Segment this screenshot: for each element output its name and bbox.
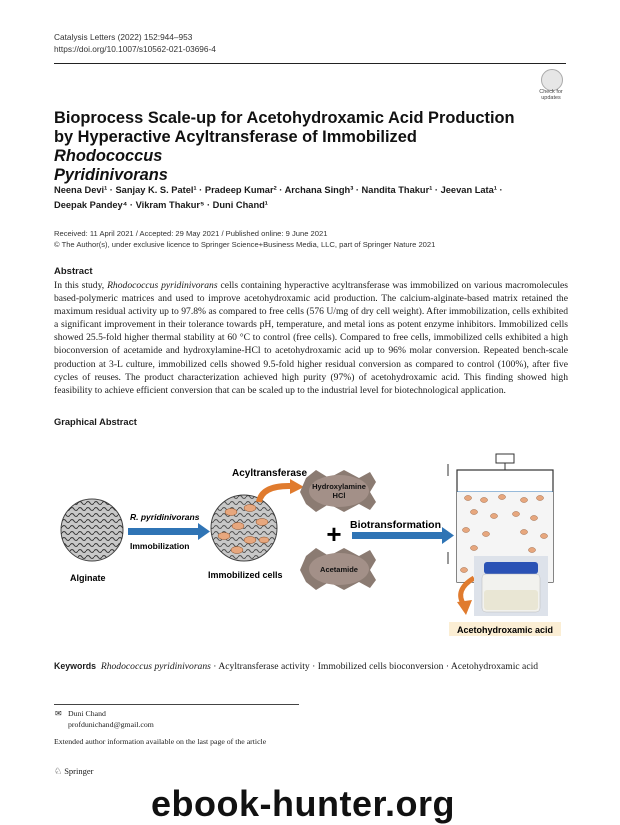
article-dates [54,228,435,250]
immobilization-arrow [128,523,210,540]
graphical-abstract-figure [54,440,566,645]
author-list [54,183,566,213]
immobilization-label: Immobilization [130,541,190,551]
article-title [54,109,524,185]
abstract-heading: Abstract [54,266,93,277]
hydroxylamine-label: Hydroxylamine [312,482,366,491]
journal-header [54,31,216,55]
acyltransferase-label: Acyltransferase [232,468,308,479]
envelope-icon: ✉ [55,709,62,718]
hcl-label: HCl [332,491,346,500]
species-label: R. pyridinivorans [130,512,200,522]
extended-info-note: Extended author information available on the last page of the article [54,737,267,746]
footnote-rule [54,704,299,705]
publisher-mark: ♘ Springer [54,766,94,776]
badge-line-1: Check for [539,89,563,95]
graphical-abstract-heading: Graphical Abstract [54,417,137,427]
keywords: Keywords Rhodococcus pyridinivorans · Acyltransferase activity · Immobilized cells bioconversion · Acetohydroxamic acid [54,661,539,672]
immobilized-cells-bead [211,495,277,561]
alginate-label: Alginate [70,573,106,583]
copyright-line: © The Author(s), under exclusive licence to Springer Science+Business Media, LLC, part of Springer Nature 2021 [54,240,436,249]
keywords-label: Keywords [54,661,97,671]
title-species: Rhodococcus [54,147,163,165]
header-rule [54,63,566,64]
badge-line-2: updates [541,95,561,101]
immobilized-cells-label: Immobilized cells [208,570,283,580]
watermark: ebook-hunter.org [151,783,455,824]
abstract-text: In this study, Rhodococcus pyridinivorans cells containing hyperactive acyltransferase was immobilized on various macromolecules based-polymeric matrices and used to improve acetohydroxamic acid production. The calcium-alginate-based matrix retained the maximum residual activity up to 97.8% as compared to free cells (576 U/mg of dry cell weight). After immobilization, cells exhibited a significant improvement in their tolerance towards pH, temperature, and metal ions as potent enzyme inhibitors. Immobilized cells showed 25.5-fold higher thermal stability at 60 °C to control (free cells). Compared to free cells, immobilized cells exhibited a high bioconversion of acetamide and hydroxylamine-HCl to acetohydroxamic acid up to 96% molar conversion. Repeated bench-scale production at 3-L culture, immobilized cells showed 9.5-fold higher residual conversion as compared to control (100%), after five cycles of reuses. The product characterization achieved high purity (97%) of acetohydroxamic acid. This finding showed high feasibility to achieve efficient conversion that can be scaled up to the industrial level for biotechnological application. [54,280,568,396]
plus-sign: + [326,519,342,549]
abstract-species: Rhodococcus pyridinivorans [107,280,218,291]
dates-line: Received: 11 April 2021 / Accepted: 29 May 2021 / Published online: 9 June 2021 [54,229,328,238]
biotransformation-label: Biotransformation [350,519,442,531]
acetamide-label: Acetamide [320,565,358,574]
springer-horse-icon: ♘ [54,766,63,776]
doi-link[interactable]: https://doi.org/10.1007/s10562-021-03696-4 [54,44,216,54]
product-label: Acetohydroxamic acid [456,625,554,635]
journal-citation: Catalysis Letters (2022) 152:944–953 [54,32,193,42]
alginate-bead [61,499,123,561]
bookmark-icon [541,69,563,91]
authors-line-2: Deepak Pandey⁴ · Vikram Thakur⁵ · Duni Chand¹ [54,200,268,210]
keyword-species: Rhodococcus pyridinivorans [100,661,211,672]
check-for-updates-badge[interactable] [535,69,567,99]
title-line-1: Bioprocess Scale-up for Acetohydroxamic Acid Production [54,109,515,127]
title-line-2: by Hyperactive Acyltransferase of Immobilized Rhodococcus [54,128,417,165]
correspondence-footnote [54,708,266,747]
authors-line-1: Neena Devi¹ · Sanjay K. S. Patel¹ · Pradeep Kumar² · Archana Singh³ · Nandita Thakur¹ · Jeevan Lata¹ · [54,185,503,195]
product-jar [474,556,548,616]
corresponding-author: ✉ Duni Chand [55,709,106,718]
author-email[interactable]: profdunichand@gmail.com [68,720,154,729]
acyltransferase-arrow [259,486,292,502]
title-line-3: Pyridinivorans [54,166,168,184]
